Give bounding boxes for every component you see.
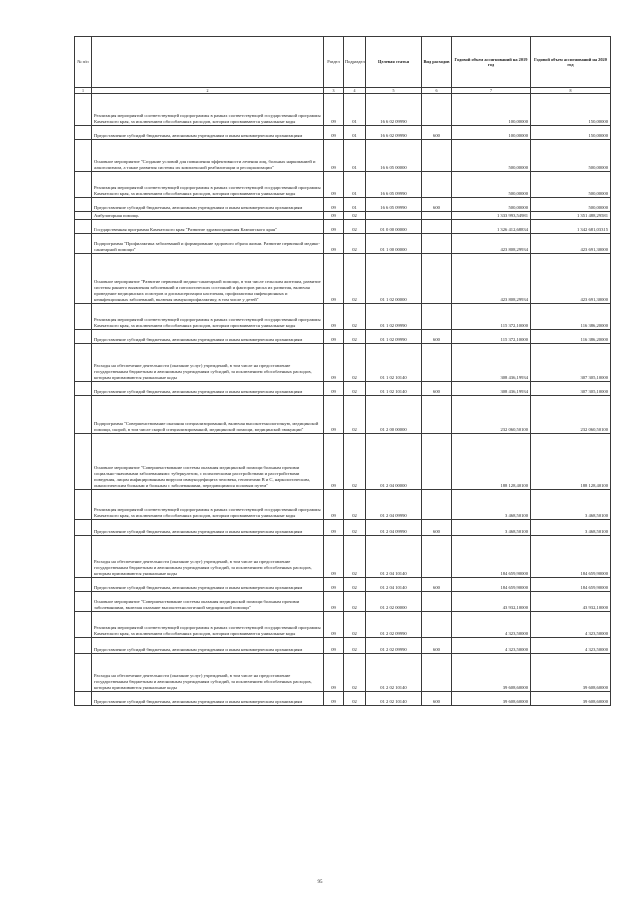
row-target-code: 16 6 02 09990 xyxy=(366,126,422,140)
table-row xyxy=(75,126,611,140)
header-2020: Годовой объем ассигнований на 2020 год xyxy=(531,37,611,88)
row-amount-2019: 1 333 993,54981 xyxy=(452,212,531,220)
row-amount-2020: 307 305,10000 xyxy=(531,382,611,396)
row-amount-2019: 115 372,10000 xyxy=(452,330,531,344)
row-expense-type xyxy=(422,536,452,578)
row-subsection: 01 xyxy=(344,198,366,212)
row-section: 09 xyxy=(324,612,344,638)
row-name: Подпрограмма "Профилактика заболеваний и формирование здорового образа жизни. Развитие первичной медико-санитарной помощи" xyxy=(92,234,324,254)
row-name: Расходы на обеспечение деятельности (оказание услуг) учреждений, в том числе на предоставление государственным бюджетным и автономным учреждениям субсидий, за исключением обособленных расходов, которым присваиваются уникальные коды xyxy=(92,654,324,692)
column-number: 5 xyxy=(366,88,422,94)
table-header-row xyxy=(75,37,611,88)
row-amount-2020: 150,00000 xyxy=(531,126,611,140)
row-amount-2019: 1 326 412,68834 xyxy=(452,220,531,234)
row-amount-2020: 500,00000 xyxy=(531,172,611,198)
row-amount-2020: 150,00000 xyxy=(531,94,611,126)
table-body xyxy=(75,94,611,706)
row-expense-type: 600 xyxy=(422,692,452,706)
row-target-code: 01 2 02 09990 xyxy=(366,612,422,638)
row-section: 09 xyxy=(324,578,344,592)
table-row xyxy=(75,490,611,520)
row-section: 09 xyxy=(324,520,344,536)
row-subsection: 02 xyxy=(344,592,366,612)
row-expense-type xyxy=(422,654,452,692)
row-index xyxy=(75,592,92,612)
row-expense-type: 600 xyxy=(422,330,452,344)
row-expense-type xyxy=(422,304,452,330)
row-amount-2019: 4 323,50000 xyxy=(452,612,531,638)
row-target-code: 01 2 04 09990 xyxy=(366,520,422,536)
row-target-code: 01 2 04 10140 xyxy=(366,578,422,592)
header-name xyxy=(92,37,324,88)
row-index xyxy=(75,536,92,578)
row-amount-2020: 1 342 681,03315 xyxy=(531,220,611,234)
row-expense-type: 600 xyxy=(422,520,452,536)
row-amount-2020: 500,00000 xyxy=(531,198,611,212)
row-amount-2020: 184 659,90000 xyxy=(531,578,611,592)
row-subsection: 02 xyxy=(344,382,366,396)
row-name: Предоставление субсидий бюджетным, автономным учреждениям и иным некоммерческим организациям xyxy=(92,126,324,140)
row-amount-2020: 307 305,10000 xyxy=(531,344,611,382)
row-subsection: 02 xyxy=(344,612,366,638)
table-row xyxy=(75,612,611,638)
row-index xyxy=(75,220,92,234)
row-amount-2020: 184 659,90000 xyxy=(531,536,611,578)
row-subsection: 02 xyxy=(344,344,366,382)
row-subsection: 02 xyxy=(344,434,366,490)
row-subsection: 02 xyxy=(344,638,366,654)
row-name: Предоставление субсидий бюджетным, автономным учреждениям и иным некоммерческим организациям xyxy=(92,330,324,344)
row-amount-2019: 184 659,90000 xyxy=(452,578,531,592)
header-target: Целевая статья xyxy=(366,37,422,88)
row-expense-type xyxy=(422,434,452,490)
row-amount-2020: 4 323,50000 xyxy=(531,612,611,638)
row-expense-type xyxy=(422,94,452,126)
row-name: Основное мероприятие "Создание условий для повышения эффективности лечения лиц, больных наркоманией и алкоголизмом, а также развития системы их комплексной реабилитации и ресоциализации" xyxy=(92,140,324,172)
row-amount-2020: 188 128,40100 xyxy=(531,434,611,490)
row-section: 09 xyxy=(324,692,344,706)
row-expense-type xyxy=(422,212,452,220)
row-expense-type: 600 xyxy=(422,198,452,212)
row-subsection: 02 xyxy=(344,520,366,536)
row-amount-2019: 232 060,50100 xyxy=(452,396,531,434)
row-section: 09 xyxy=(324,330,344,344)
column-number: 6 xyxy=(422,88,452,94)
row-amount-2020: 116 386,20000 xyxy=(531,330,611,344)
row-target-code xyxy=(366,212,422,220)
row-section: 09 xyxy=(324,234,344,254)
row-amount-2019: 3 468,50100 xyxy=(452,490,531,520)
row-target-code: 01 2 04 00000 xyxy=(366,434,422,490)
row-amount-2019: 39 608,60000 xyxy=(452,654,531,692)
budget-page xyxy=(74,36,610,706)
row-target-code: 01 1 02 00000 xyxy=(366,254,422,304)
row-section: 09 xyxy=(324,304,344,330)
row-index xyxy=(75,344,92,382)
row-index xyxy=(75,434,92,490)
table-row xyxy=(75,344,611,382)
column-number: 7 xyxy=(452,88,531,94)
row-section: 09 xyxy=(324,212,344,220)
row-amount-2019: 184 659,90000 xyxy=(452,536,531,578)
row-name: Расходы на обеспечение деятельности (оказание услуг) учреждений, в том числе на предоставление государственным бюджетным и автономным учреждениям субсидий, за исключением обособленных расходов, которым присваиваются уникальные коды xyxy=(92,536,324,578)
row-index xyxy=(75,330,92,344)
row-index xyxy=(75,94,92,126)
row-index xyxy=(75,396,92,434)
row-subsection: 02 xyxy=(344,692,366,706)
row-index xyxy=(75,520,92,536)
row-subsection: 01 xyxy=(344,140,366,172)
row-section: 09 xyxy=(324,254,344,304)
row-target-code: 01 1 02 09990 xyxy=(366,330,422,344)
table-row xyxy=(75,434,611,490)
row-target-code: 01 0 00 00000 xyxy=(366,220,422,234)
row-amount-2019: 308 436,19934 xyxy=(452,382,531,396)
table-row xyxy=(75,592,611,612)
table-row xyxy=(75,220,611,234)
row-name: Расходы на обеспечение деятельности (оказание услуг) учреждений, в том числе на предоставление государственным бюджетным и автономным учреждениям субсидий, за исключением обособленных расходов, которым присваиваются уникальные коды xyxy=(92,344,324,382)
table-row xyxy=(75,396,611,434)
row-name: Предоставление субсидий бюджетным, автономным учреждениям и иным некоммерческим организациям xyxy=(92,198,324,212)
row-index xyxy=(75,638,92,654)
row-subsection: 02 xyxy=(344,220,366,234)
row-index xyxy=(75,654,92,692)
table-row xyxy=(75,212,611,220)
row-name: Предоставление субсидий бюджетным, автономным учреждениям и иным некоммерческим организациям xyxy=(92,382,324,396)
header-2019: Годовой объем ассигнований на 2019 год xyxy=(452,37,531,88)
row-amount-2020: 3 468,50100 xyxy=(531,520,611,536)
row-target-code: 01 1 00 00000 xyxy=(366,234,422,254)
row-section: 09 xyxy=(324,344,344,382)
column-number: 2 xyxy=(92,88,324,94)
row-amount-2019: 100,00000 xyxy=(452,126,531,140)
row-amount-2019: 423 808,29934 xyxy=(452,254,531,304)
row-index xyxy=(75,234,92,254)
table-row xyxy=(75,330,611,344)
row-section: 09 xyxy=(324,198,344,212)
row-index xyxy=(75,382,92,396)
row-target-code: 01 1 02 10140 xyxy=(366,382,422,396)
row-section: 09 xyxy=(324,654,344,692)
row-amount-2020: 43 932,10000 xyxy=(531,592,611,612)
row-amount-2019: 500,00000 xyxy=(452,140,531,172)
row-name: Предоставление субсидий бюджетным, автономным учреждениям и иным некоммерческим организациям xyxy=(92,520,324,536)
row-amount-2019: 500,00000 xyxy=(452,198,531,212)
row-expense-type xyxy=(422,490,452,520)
row-amount-2020: 423 691,30000 xyxy=(531,254,611,304)
row-subsection: 01 xyxy=(344,94,366,126)
column-number: 1 xyxy=(75,88,92,94)
row-name: Реализация мероприятий соответствующей подпрограммы в рамках соответствующей государственной программы Камчатского края, за исключением обособленных расходов, которым присваиваются уникальные коды xyxy=(92,172,324,198)
row-amount-2019: 188 128,40100 xyxy=(452,434,531,490)
row-name: Реализация мероприятий соответствующей подпрограммы в рамках соответствующей государственной программы Камчатского края, за исключением обособленных расходов, которым присваиваются уникальные коды xyxy=(92,94,324,126)
row-subsection: 02 xyxy=(344,304,366,330)
row-target-code: 01 2 04 10140 xyxy=(366,536,422,578)
row-name: Реализация мероприятий соответствующей подпрограммы в рамках соответствующей государственной программы Камчатского края, за исключением обособленных расходов, которым присваиваются уникальные коды xyxy=(92,612,324,638)
row-name: Реализация мероприятий соответствующей подпрограммы в рамках соответствующей государственной программы Камчатского края, за исключением обособленных расходов, которым присваиваются уникальные коды xyxy=(92,490,324,520)
row-subsection: 02 xyxy=(344,490,366,520)
row-index xyxy=(75,490,92,520)
row-subsection: 02 xyxy=(344,578,366,592)
row-index xyxy=(75,172,92,198)
row-section: 09 xyxy=(324,638,344,654)
table-row xyxy=(75,254,611,304)
row-section: 09 xyxy=(324,140,344,172)
table-row xyxy=(75,198,611,212)
row-name: Основное мероприятие "Совершенствование системы оказания медицинской помощи больным прочими социально-значимыми заболеваниями: туберкулезом, с психическими расстройствами и расстройствами поведения, лицам инфицированным вирусом иммунодефицита человека, гепатитами B и C, наркологическим, онкологическим больным и больным с заболеваниями, передающимися половым путем" xyxy=(92,434,324,490)
row-target-code: 01 2 02 09990 xyxy=(366,638,422,654)
row-expense-type xyxy=(422,254,452,304)
row-amount-2020: 39 608,60000 xyxy=(531,654,611,692)
row-expense-type: 600 xyxy=(422,126,452,140)
row-amount-2019: 43 932,10000 xyxy=(452,592,531,612)
row-index xyxy=(75,578,92,592)
row-expense-type xyxy=(422,592,452,612)
row-amount-2020: 39 608,60000 xyxy=(531,692,611,706)
row-amount-2020: 4 323,50000 xyxy=(531,638,611,654)
table-row xyxy=(75,140,611,172)
row-target-code: 01 1 02 10140 xyxy=(366,344,422,382)
row-expense-type xyxy=(422,396,452,434)
row-index xyxy=(75,254,92,304)
row-name: Амбулаторная помощь xyxy=(92,212,324,220)
row-amount-2019: 100,00000 xyxy=(452,94,531,126)
row-target-code: 16 6 05 00000 xyxy=(366,140,422,172)
row-target-code: 16 6 05 09990 xyxy=(366,198,422,212)
row-amount-2019: 115 372,10000 xyxy=(452,304,531,330)
header-subsection: Подраздел xyxy=(344,37,366,88)
row-amount-2020: 232 060,50100 xyxy=(531,396,611,434)
row-index xyxy=(75,692,92,706)
table-row xyxy=(75,654,611,692)
table-row xyxy=(75,692,611,706)
row-subsection: 02 xyxy=(344,212,366,220)
row-subsection: 01 xyxy=(344,172,366,198)
row-index xyxy=(75,212,92,220)
row-target-code: 01 2 00 00000 xyxy=(366,396,422,434)
row-name: Основное мероприятие "Совершенствование системы оказания медицинской помощи больным прочими заболеваниями, включая оказание высокотехнологичной медицинской помощи" xyxy=(92,592,324,612)
row-name: Предоставление субсидий бюджетным, автономным учреждениям и иным некоммерческим организациям xyxy=(92,692,324,706)
row-subsection: 02 xyxy=(344,330,366,344)
page-number: 95 xyxy=(317,880,323,885)
row-index xyxy=(75,612,92,638)
row-index xyxy=(75,198,92,212)
table-row xyxy=(75,536,611,578)
row-subsection: 02 xyxy=(344,254,366,304)
row-expense-type: 600 xyxy=(422,382,452,396)
row-name: Предоставление субсидий бюджетным, автономным учреждениям и иным некоммерческим организациям xyxy=(92,638,324,654)
row-target-code: 16 6 02 09990 xyxy=(366,94,422,126)
row-section: 09 xyxy=(324,536,344,578)
row-amount-2019: 423 808,29934 xyxy=(452,234,531,254)
row-expense-type: 600 xyxy=(422,638,452,654)
row-amount-2020: 1 351 488,29581 xyxy=(531,212,611,220)
row-amount-2019: 39 608,60000 xyxy=(452,692,531,706)
row-target-code: 16 6 05 09990 xyxy=(366,172,422,198)
row-target-code: 01 2 02 00000 xyxy=(366,592,422,612)
row-section: 09 xyxy=(324,396,344,434)
column-number: 3 xyxy=(324,88,344,94)
row-expense-type xyxy=(422,220,452,234)
header-expense: Вид расходов xyxy=(422,37,452,88)
row-name: Государственная программа Камчатского края "Развитие здравоохранения Камчатского края" xyxy=(92,220,324,234)
row-name: Основное мероприятие "Развитие первичной медико-санитарной помощи, в том числе сельским жителям, развитие системы раннего выявления заболеваний и патологических состояний и факторов риска их развития, включая проведение медицинских осмотров и диспансеризации населения, профилактика инфекционных и неинфекционных заболеваний, включая иммунопрофилактику, в том числе у детей" xyxy=(92,254,324,304)
row-amount-2019: 500,00000 xyxy=(452,172,531,198)
row-section: 09 xyxy=(324,592,344,612)
row-expense-type xyxy=(422,344,452,382)
row-expense-type xyxy=(422,612,452,638)
table-row xyxy=(75,234,611,254)
column-number: 8 xyxy=(531,88,611,94)
row-amount-2019: 3 468,50100 xyxy=(452,520,531,536)
row-amount-2020: 423 691,30000 xyxy=(531,234,611,254)
row-subsection: 02 xyxy=(344,234,366,254)
row-name: Подпрограмма "Совершенствование оказания специализированной, включая высокотехнологичную, медицинской помощи, скорой, в том числе скорой специализированной, медицинской помощи, медицинской эвакуации" xyxy=(92,396,324,434)
row-expense-type xyxy=(422,234,452,254)
table-row xyxy=(75,94,611,126)
row-index xyxy=(75,304,92,330)
row-section: 09 xyxy=(324,382,344,396)
table-row xyxy=(75,304,611,330)
row-target-code: 01 2 04 09990 xyxy=(366,490,422,520)
table-row xyxy=(75,520,611,536)
budget-table xyxy=(74,36,611,706)
row-amount-2020: 116 386,20000 xyxy=(531,304,611,330)
row-amount-2019: 4 323,50000 xyxy=(452,638,531,654)
row-name: Реализация мероприятий соответствующей подпрограммы в рамках соответствующей государственной программы Камчатского края, за исключением обособленных расходов, которым присваиваются уникальные коды xyxy=(92,304,324,330)
row-section: 09 xyxy=(324,490,344,520)
header-section: Раздел xyxy=(324,37,344,88)
row-expense-type xyxy=(422,140,452,172)
row-amount-2020: 500,00000 xyxy=(531,140,611,172)
row-section: 09 xyxy=(324,434,344,490)
table-row xyxy=(75,172,611,198)
table-row xyxy=(75,578,611,592)
row-subsection: 01 xyxy=(344,126,366,140)
row-amount-2020: 3 468,50100 xyxy=(531,490,611,520)
row-section: 09 xyxy=(324,94,344,126)
table-row xyxy=(75,382,611,396)
row-target-code: 01 1 02 09990 xyxy=(366,304,422,330)
column-number: 4 xyxy=(344,88,366,94)
row-section: 09 xyxy=(324,172,344,198)
row-index xyxy=(75,140,92,172)
row-expense-type: 600 xyxy=(422,578,452,592)
header-idx: № п/п xyxy=(75,37,92,88)
row-subsection: 02 xyxy=(344,654,366,692)
row-section: 09 xyxy=(324,126,344,140)
row-index xyxy=(75,126,92,140)
row-section: 09 xyxy=(324,220,344,234)
row-amount-2019: 308 436,19934 xyxy=(452,344,531,382)
row-target-code: 01 2 02 10140 xyxy=(366,654,422,692)
table-row xyxy=(75,638,611,654)
row-subsection: 02 xyxy=(344,396,366,434)
row-name: Предоставление субсидий бюджетным, автономным учреждениям и иным некоммерческим организациям xyxy=(92,578,324,592)
row-expense-type xyxy=(422,172,452,198)
row-subsection: 02 xyxy=(344,536,366,578)
row-target-code: 01 2 02 10140 xyxy=(366,692,422,706)
